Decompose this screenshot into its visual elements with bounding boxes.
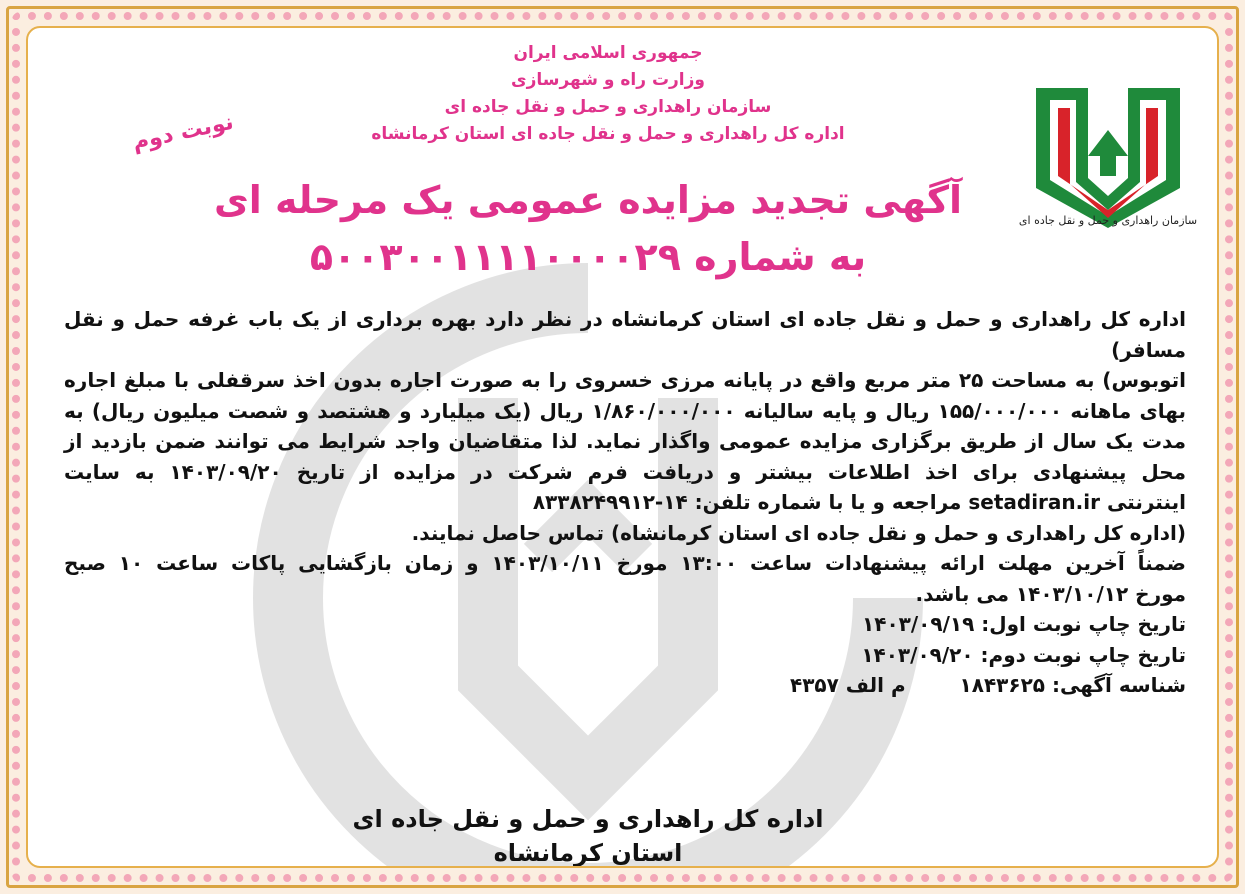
body-line: اتوبوس) به مساحت ۲۵ متر مربع واقع در پایانه مرزی خسروی را به صورت اجاره بدون اخذ سرقفلی با مبلغ اجاره (64, 368, 1186, 392)
notice-title: آگهی تجدید مزایده عمومی یک مرحله ای (213, 178, 963, 222)
body-line: محل پیشنهادی برای اخذ اطلاعات بیشتر و دریافت فرم شرکت در مزایده از تاریخ ۱۴۰۳/۰۹/۲۰ به سایت (64, 459, 1186, 484)
issuer-signature (328, 802, 848, 868)
body-line: اداره کل راهداری و حمل و نقل جاده ای استان کرمانشاه در نظر دارد بهره برداری از یک باب غرفه حمل و نقل مسافر) (64, 307, 1186, 362)
logo-caption: سازمان راهداری و حمل و نقل جاده ای (1018, 214, 1198, 227)
issuer-header (328, 40, 888, 148)
header-line: جمهوری اسلامی ایران (513, 43, 703, 63)
body-line: ضمناً آخرین مهلت ارائه پیشنهادات ساعت ۱۳:۰۰ مورخ ۱۴۰۳/۱۰/۱۱ و زمان بازگشایی پاکات ساعت ۱۰ صبح (64, 551, 1186, 575)
notice-id-row (64, 670, 1186, 701)
notice-code: م الف ۴۳۵۷ (790, 673, 906, 697)
footer-line: استان کرمانشاه (493, 839, 683, 867)
body-line: مورخ ۱۴۰۳/۱۰/۱۲ می باشد. (915, 581, 1186, 606)
first-print-date: تاریخ چاپ نوبت اول: ۱۴۰۳/۰۹/۱۹ (862, 612, 1186, 636)
body-line: اینترنتی setadiran.ir مراجعه و یا با شماره تلفن: ۱۴-۸۳۳۸۲۴۹۹۱۲ (532, 490, 1186, 514)
notice-number: به شماره ۵۰۰۳۰۰۱۱۱۱۰۰۰۰۲۹ (309, 235, 867, 279)
notice-panel (26, 26, 1219, 868)
header-line: وزارت راه و شهرسازی (510, 70, 705, 90)
notice-id: شناسه آگهی: ۱۸۴۳۶۲۵ (959, 673, 1186, 697)
body-line: بهای ماهانه ۱۵۵/۰۰۰/۰۰۰ ریال و پایه سالیانه ۱/۸۶۰/۰۰۰/۰۰۰ ریال (یک میلیارد و هشتصد و شصت میلیون ریال) به (64, 398, 1187, 423)
notice-body (64, 304, 1186, 701)
header-line: اداره کل راهداری و حمل و نقل جاده ای استان کرمانشاه (371, 124, 845, 144)
footer-line: اداره کل راهداری و حمل و نقل جاده ای (352, 805, 824, 833)
body-line: (اداره کل راهداری و حمل و نقل جاده ای استان کرمانشاه) تماس حاصل نمایند. (411, 520, 1186, 545)
second-print-date: تاریخ چاپ نوبت دوم: ۱۴۰۳/۰۹/۲۰ (861, 642, 1186, 667)
second-print-stamp: نوبت دوم (130, 109, 236, 156)
body-line: مدت یک سال از طریق برگزاری مزایده عمومی واگذار نماید. لذا متقاضیان واجد شرایط می توانند ضمن بازدید از (64, 429, 1186, 453)
notice-meta (64, 609, 1186, 701)
header-line: سازمان راهداری و حمل و نقل جاده ای (444, 97, 772, 117)
road-maintenance-logo-icon (1028, 58, 1188, 258)
